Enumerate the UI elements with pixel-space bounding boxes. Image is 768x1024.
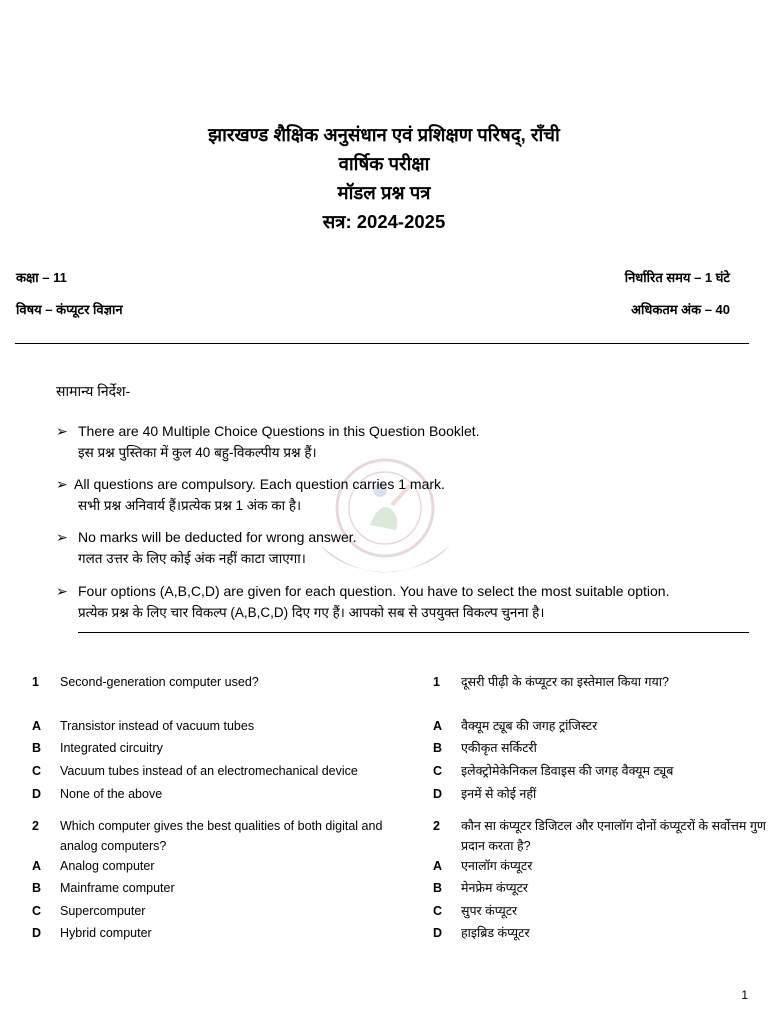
question-text-hi: दूसरी पीढ़ी के कंप्यूटर का इस्तेमाल किया गया? [461, 675, 669, 689]
option-text-en: Integrated circuitry [60, 741, 163, 755]
max-marks-label: अधिकतम अंक – 40 [631, 302, 730, 317]
question-text-en: Which computer gives the best qualities of both digital and analog computers? [60, 819, 383, 853]
option-text-hi: हाइब्रिड कंप्यूटर [461, 926, 530, 940]
option-text-en: Supercomputer [60, 904, 146, 918]
question-number: 1 [32, 675, 39, 689]
question-text-en: Second-generation computer used? [60, 675, 259, 689]
header-divider [15, 343, 749, 344]
option-text-en: None of the above [60, 787, 163, 801]
option-label: B [433, 881, 443, 895]
option-label: D [32, 787, 42, 801]
option-label: A [433, 859, 443, 873]
instruction-item: ➢ Four options (A,B,C,D) are given for each question. You have to select the most suitable option. प्रत्येक प्रश्न के लिए चार विकल्प (A,B,C,D) दिए गए हैं। आपको सब से उपयुक्त विकल्प चुनना है। [56, 580, 669, 624]
option-text-hi: वैक्यूम ट्यूब की जगह ट्रांजिस्टर [461, 719, 598, 733]
option-text-hi: एकीकृत सर्किटरी [461, 741, 537, 755]
option-text-hi: इलेक्ट्रोमेकेनिकल डिवाइस की जगह वैक्यूम ट्यूब [461, 764, 674, 778]
arrow-bullet-icon: ➢ [56, 476, 68, 492]
question-text-hi: कौन सा कंप्यूटर डिजिटल और एनालॉग दोनों कंप्यूटरों के सर्वोत्तम गुण प्रदान करता है? [461, 819, 766, 853]
arrow-bullet-icon: ➢ [56, 583, 68, 599]
paper-type: मॉडल प्रश्न पत्र [337, 182, 431, 203]
question-number: 2 [433, 819, 440, 833]
option-text-hi: मेनफ्रेम कंप्यूटर [461, 881, 529, 895]
option-label: D [433, 926, 443, 940]
option-label: B [433, 741, 443, 755]
time-label: निर्धारित समय – 1 घंटे [624, 270, 730, 285]
option-label: A [32, 859, 42, 873]
option-label: D [433, 787, 443, 801]
option-text-hi: एनालॉग कंप्यूटर [461, 859, 533, 873]
instruction-item: ➢ All questions are compulsory. Each question carries 1 mark. सभी प्रश्न अनिवार्य हैं।प्रत्येक प्रश्न 1 अंक का है। [56, 473, 445, 517]
option-text-en: Hybrid computer [60, 926, 152, 940]
question-number: 1 [433, 675, 440, 689]
option-label: C [433, 904, 443, 918]
instructions-divider [78, 632, 749, 633]
instruction-item: ➢ There are 40 Multiple Choice Questions in this Question Booklet. इस प्रश्न पुस्तिका में कुल 40 बहु-विकल्पीय प्रश्न हैं। [56, 420, 480, 464]
option-label: C [433, 764, 443, 778]
subject-label: विषय – कंप्यूटर विज्ञान [16, 302, 123, 317]
question-number: 2 [32, 819, 39, 833]
arrow-bullet-icon: ➢ [56, 529, 68, 545]
option-text-en: Transistor instead of vacuum tubes [60, 719, 255, 733]
session: सत्र: 2024-2025 [322, 211, 446, 232]
option-text-en: Vacuum tubes instead of an electromechanical device [60, 764, 358, 778]
instruction-item: ➢ No marks will be deducted for wrong answer. गलत उत्तर के लिए कोई अंक नहीं काटा जाएगा। [56, 526, 357, 570]
option-label: C [32, 764, 42, 778]
option-label: A [32, 719, 42, 733]
exam-header [0, 120, 768, 236]
option-label: D [32, 926, 42, 940]
page-number: 1 [741, 988, 748, 1002]
option-label: A [433, 719, 443, 733]
exam-type: वार्षिक परीक्षा [338, 153, 430, 174]
option-label: C [32, 904, 42, 918]
option-text-hi: इनमें से कोई नहीं [461, 787, 537, 801]
council-name: झारखण्ड शैक्षिक अनुसंधान एवं प्रशिक्षण परिषद्, राँची [208, 124, 560, 145]
option-text-en: Mainframe computer [60, 881, 175, 895]
class-label: कक्षा – 11 [16, 270, 67, 285]
arrow-bullet-icon: ➢ [56, 423, 68, 439]
instructions-title: सामान्य निर्देश- [56, 383, 131, 399]
option-text-hi: सुपर कंप्यूटर [461, 904, 518, 918]
option-text-en: Analog computer [60, 859, 155, 873]
option-label: B [32, 881, 42, 895]
option-label: B [32, 741, 42, 755]
